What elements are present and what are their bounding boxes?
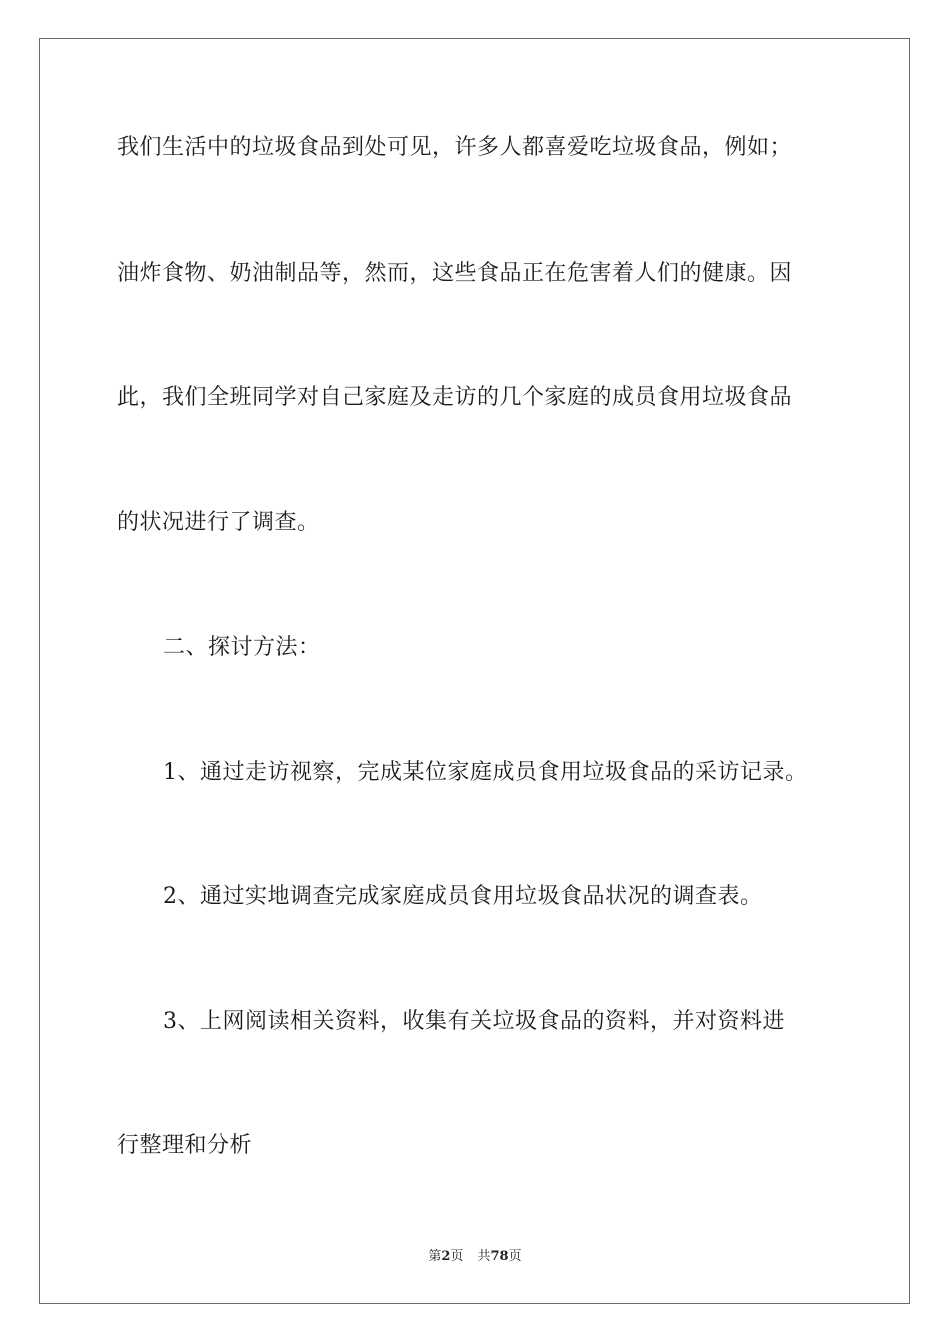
method-item-3: 3、上网阅读相关资料，收集有关垃圾食品的资料，并对资料进 [163,1009,785,1034]
method-item-2: 2、通过实地调查完成家庭成员食用垃圾食品状况的调查表。 [163,884,763,909]
page-footer [0,1248,950,1266]
body-text-line-2: 油炸食物、奶油制品等，然而，这些食品正在危害着人们的健康。因 [117,261,793,286]
page-border [39,38,910,1304]
total-prefix: 共 [477,1249,491,1264]
page-prefix: 第 [428,1249,442,1264]
section-heading-methods: 二、探讨方法： [163,635,321,660]
total-pages: 78 [490,1249,509,1264]
page-number: 2 [441,1249,451,1264]
body-text-line-4: 的状况进行了调查。 [117,510,320,535]
method-item-1: 1、通过走访视察，完成某位家庭成员食用垃圾食品的采访记录。 [163,760,808,785]
method-item-3-continued: 行整理和分析 [117,1133,253,1158]
page-suffix: 页 [450,1249,464,1264]
total-suffix: 页 [508,1249,522,1264]
body-text-line-3: 此，我们全班同学对自己家庭及走访的几个家庭的成员食用垃圾食品 [117,385,793,410]
body-text-line-1: 我们生活中的垃圾食品到处可见，许多人都喜爱吃垃圾食品，例如； [117,135,793,160]
